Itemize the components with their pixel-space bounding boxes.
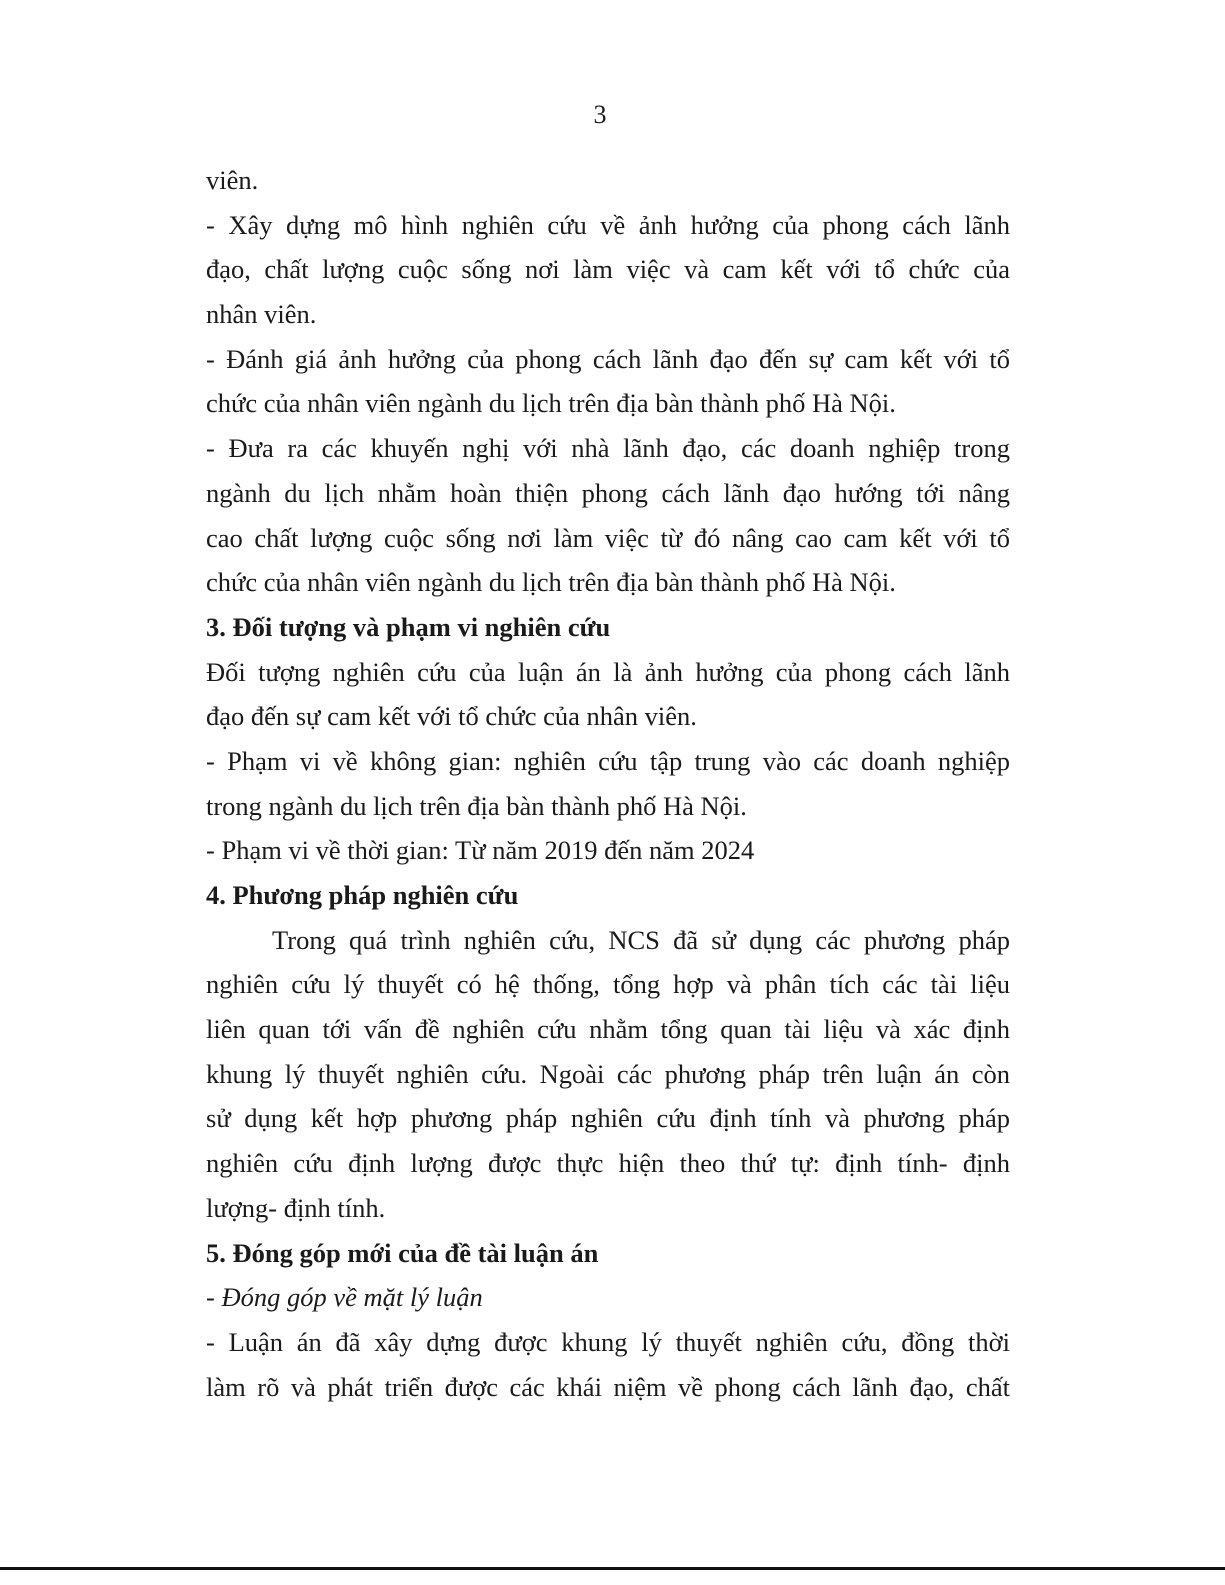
text-line: nghiên cứu định lượng được thực hiện theo thứ tự: định tính- định [206,1148,1010,1179]
text-line: Trong quá trình nghiên cứu, NCS đã sử dụng các phương pháp [272,924,1010,955]
text-line: khung lý thuyết nghiên cứu. Ngoài các phương pháp trên luận án còn [206,1058,1010,1089]
text-line: sử dụng kết hợp phương pháp nghiên cứu định tính và phương pháp [206,1103,1010,1134]
text-line: chức của nhân viên ngành du lịch trên địa bàn thành phố Hà Nội. [206,388,896,419]
text-line: viên. [206,165,259,195]
text-line: ngành du lịch nhằm hoàn thiện phong cách lãnh đạo hướng tới nâng [206,477,1010,508]
text-line: lượng- định tính. [206,1192,386,1223]
text-line: đạo, chất lượng cuộc sống nơi làm việc và cam kết với tổ chức của [206,254,1010,285]
text-line: - Đưa ra các khuyến nghị với nhà lãnh đạo, các doanh nghiệp trong [206,433,1010,464]
text-line: - Luận án đã xây dựng được khung lý thuyết nghiên cứu, đồng thời [206,1326,1010,1357]
section-heading: 5. Đóng góp mới của đề tài luận án [206,1237,599,1268]
text-line: đạo đến sự cam kết với tổ chức của nhân viên. [206,701,697,732]
text-line: nhân viên. [206,299,317,330]
bottom-border-line [0,1567,1225,1570]
text-line: - Phạm vi về thời gian: Từ năm 2019 đến năm 2024 [206,835,755,866]
text-line: nghiên cứu lý thuyết có hệ thống, tổng hợp và phân tích các tài liệu [206,969,1010,1000]
text-line: - Phạm vi về không gian: nghiên cứu tập trung vào các doanh nghiệp [206,745,1010,776]
text-line: cao chất lượng cuộc sống nơi làm việc từ đó nâng cao cam kết với tổ [206,522,1010,553]
section-heading: 4. Phương pháp nghiên cứu [206,880,519,910]
text-line: - Đánh giá ảnh hưởng của phong cách lãnh đạo đến sự cam kết với tổ [206,343,1010,374]
text-line: - Xây dựng mô hình nghiên cứu về ảnh hưởng của phong cách lãnh [206,209,1010,240]
text-line: trong ngành du lịch trên địa bàn thành phố Hà Nội. [206,790,747,821]
text-line: Đối tượng nghiên cứu của luận án là ảnh hưởng của phong cách lãnh [206,656,1010,687]
text-line: làm rõ và phát triển được các khái niệm về phong cách lãnh đạo, chất [206,1371,1010,1402]
text-line: chức của nhân viên ngành du lịch trên địa bàn thành phố Hà Nội. [206,567,896,598]
page-number: 3 [593,100,607,129]
section-heading: 3. Đối tượng và phạm vi nghiên cứu [206,611,611,642]
body-text [206,158,1010,1409]
subsection-heading: - Đóng góp về mặt lý luận [206,1282,483,1313]
text-line: liên quan tới vấn đề nghiên cứu nhằm tổng quan tài liệu và xác định [206,1014,1010,1045]
